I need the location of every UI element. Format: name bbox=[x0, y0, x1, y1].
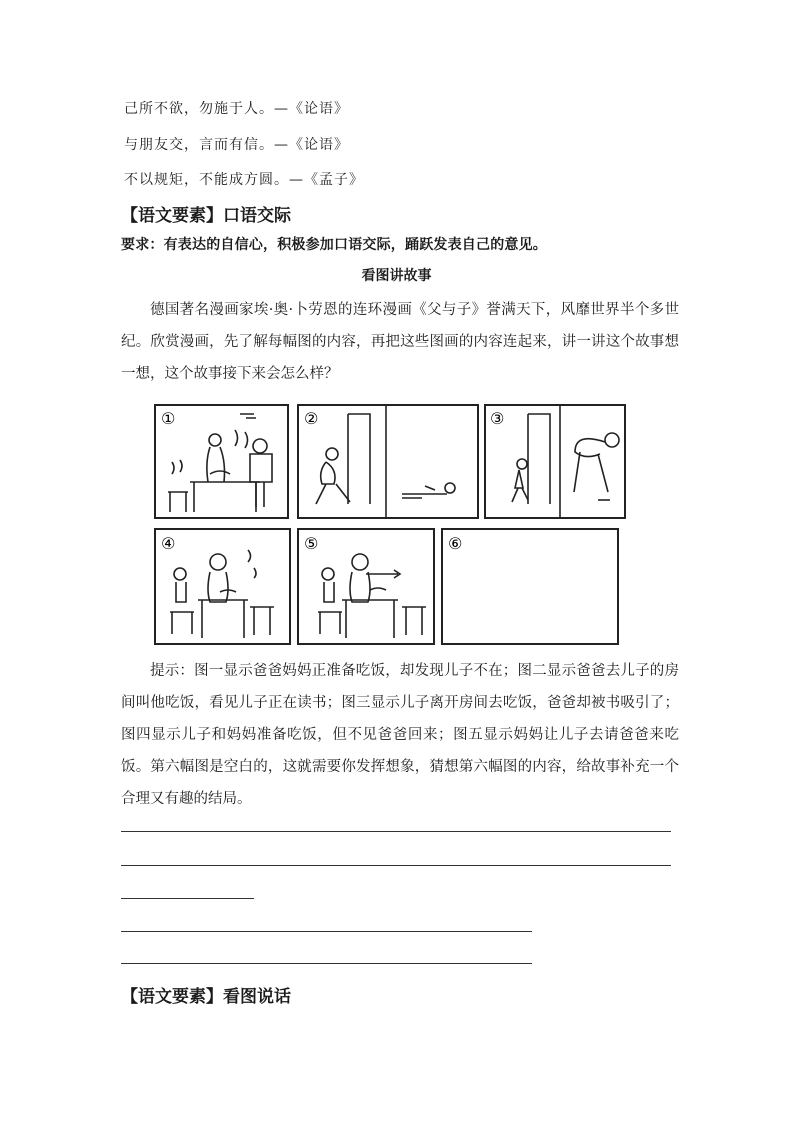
panel-1-drawing bbox=[168, 414, 272, 512]
comic-panel-6 bbox=[442, 529, 618, 644]
section-heading-oral: 【语文要素】口语交际 bbox=[121, 206, 291, 226]
answer-line-4[interactable] bbox=[121, 931, 532, 932]
panel-number-6: ⑥ bbox=[448, 534, 463, 553]
panel-number-2: ② bbox=[304, 409, 319, 428]
quote-1: 己所不欲，勿施于人。—《论语》 bbox=[124, 101, 349, 117]
quote-3: 不以规矩，不能成方圆。—《孟子》 bbox=[124, 172, 364, 188]
panel-number-3: ③ bbox=[490, 409, 505, 428]
requirement-text: 要求：有表达的自信心，积极参加口语交际，踊跃发表自己的意见。 bbox=[121, 237, 547, 253]
panel-number-4: ④ bbox=[161, 534, 176, 553]
hint-paragraph: 提示：图一显示爸爸妈妈正准备吃饭，却发现儿子不在；图二显示爸爸去儿子的房间叫他吃饭，看见儿子正在读书；图三显示儿子离开房间去吃饭，爸爸却被书吸引了；图四显示儿子和妈妈准备吃饭，但不见爸爸回来；图五显示妈妈让儿子去请爸爸来吃饭。第六幅图是空白的，这就需要你发挥想象，猜想第六幅图的内容，给故事补充一个合理又有趣的结局。 bbox=[121, 663, 679, 807]
panel-number-1: ① bbox=[161, 409, 176, 428]
answer-line-1[interactable] bbox=[121, 831, 671, 832]
panel-2-drawing bbox=[316, 405, 455, 518]
intro-paragraph: 德国著名漫画家埃·奥·卜劳恩的连环漫画《父与子》誉满天下，风靡世界半个多世纪。欣赏漫画，先了解每幅图的内容，再把这些图画的内容连起来，讲一讲这个故事想一想，这个故事接下来会怎么样？ bbox=[121, 302, 679, 382]
answer-line-2[interactable] bbox=[121, 865, 671, 866]
panel-number-5: ⑤ bbox=[304, 534, 319, 553]
panel-3-drawing bbox=[512, 405, 619, 518]
section-heading-picture: 【语文要素】看图说话 bbox=[121, 987, 291, 1007]
comic-panel-3 bbox=[485, 405, 625, 518]
quote-2: 与朋友交，言而有信。—《论语》 bbox=[124, 137, 349, 153]
panel-4-drawing bbox=[170, 550, 274, 638]
answer-line-5[interactable] bbox=[121, 963, 532, 964]
comic-panel-2 bbox=[298, 405, 478, 518]
story-title: 看图讲故事 bbox=[361, 268, 432, 284]
answer-line-3[interactable] bbox=[121, 898, 254, 899]
comic-panel-5 bbox=[298, 529, 434, 644]
panel-5-drawing bbox=[318, 554, 426, 638]
comic-strip bbox=[150, 402, 670, 647]
